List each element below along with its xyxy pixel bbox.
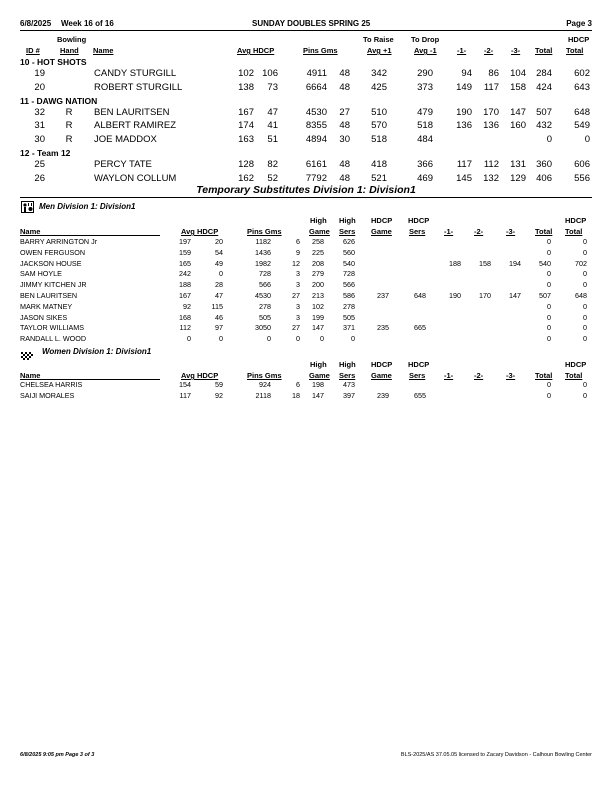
sub-g3: 147 — [509, 291, 521, 300]
bowler-avg: 163 — [238, 134, 254, 146]
sub-avg: 167 — [179, 291, 191, 300]
sub-ht: 648 — [575, 291, 587, 300]
bowler-g3: 147 — [510, 106, 526, 118]
sub-total: 0 — [547, 247, 551, 257]
bowler-id: 32 — [34, 106, 45, 118]
sub-avg: 165 — [179, 258, 191, 268]
sub-avg: 112 — [179, 323, 191, 333]
bowler-g1: 117 — [456, 159, 472, 170]
sub-total: 0 — [547, 237, 551, 246]
bowler-id: 30 — [34, 134, 45, 146]
col-pins-gms: Pins Gms — [303, 46, 338, 55]
bowler-hdcp: 51 — [267, 134, 278, 146]
bowler-total: 507 — [536, 106, 552, 118]
sub-hdcp: 47 — [215, 291, 223, 300]
sub-total: 0 — [547, 380, 551, 389]
w-col-hdcp-total: Total — [565, 371, 583, 380]
sub-gms: 3 — [296, 280, 300, 290]
sub-gms: 0 — [296, 334, 300, 344]
bowler-id: 31 — [34, 120, 45, 132]
bowler-g3: 158 — [510, 81, 526, 93]
bowler-g1: 149 — [456, 81, 472, 93]
bowler-hand: R — [65, 134, 73, 146]
team-label: 11 - DAWG NATION — [20, 95, 98, 106]
sub-total: 507 — [539, 291, 551, 300]
w-col-name: Name — [20, 371, 41, 380]
bowler-g3: 131 — [510, 159, 526, 170]
sub-hg: 198 — [312, 380, 324, 389]
sub-pins: 1182 — [255, 237, 271, 246]
women-division-label: Women Division 1: Division1 — [42, 347, 152, 356]
sub-pins: 4530 — [255, 291, 271, 300]
col-id: ID # — [26, 46, 40, 55]
bowler-pins: 6161 — [305, 159, 327, 170]
sub-hdg: 239 — [377, 390, 389, 400]
w-col-high-game: Game — [309, 371, 330, 380]
sub-name: BEN LAURITSEN — [20, 291, 78, 300]
sub-hg: 279 — [312, 269, 324, 279]
col-avg-hdcp: Avg HDCP — [237, 46, 275, 55]
bowler-name: CANDY STURGILL — [94, 68, 177, 79]
sub-col-high-sers-top: High — [339, 216, 356, 225]
bowler-hdcp: 73 — [267, 81, 278, 93]
bowler-pins: 4530 — [305, 106, 327, 118]
bowler-hand: R — [65, 120, 73, 132]
sub-col-hdcp-game-top: HDCP — [371, 216, 393, 225]
sub-gms: 27 — [292, 291, 300, 300]
bowler-gms: 48 — [339, 120, 350, 132]
w-col-high-game-top: High — [310, 360, 327, 369]
sub-col-hdcp-total: Total — [565, 227, 583, 236]
footer-license: BLS-2025/AS 37.05.05 licensed to Zacary Davidson - Calhoun Bowling Center — [400, 752, 592, 758]
bowler-total: 0 — [546, 134, 552, 146]
col-hdcp: HDCP — [568, 35, 590, 44]
sub-hdcp: 97 — [215, 323, 223, 333]
bowler-g1: 136 — [456, 120, 472, 132]
w-col-game1: -1- — [444, 371, 454, 380]
sub-name: TAYLOR WILLIAMS — [20, 323, 85, 333]
subs-divider — [20, 197, 592, 198]
sub-ht: 0 — [583, 390, 587, 400]
sub-hs: 560 — [343, 247, 355, 257]
sub-col-game3: -3- — [506, 227, 516, 236]
sub-name: MARK MATNEY — [20, 301, 73, 311]
sub-pins: 278 — [259, 301, 271, 311]
sub-ht: 0 — [583, 312, 587, 322]
bowler-avg: 102 — [238, 68, 254, 79]
w-col-pins-gms: Pins Gms — [247, 371, 282, 380]
team-label: 10 - HOT SHOTS — [20, 57, 87, 67]
bowler-gms: 48 — [339, 81, 350, 93]
w-col-hdcp-game-top: HDCP — [371, 360, 393, 369]
bowler-total: 360 — [536, 159, 552, 170]
sub-total: 540 — [539, 258, 551, 268]
bowler-drop: 366 — [417, 159, 433, 170]
sub-hg: 147 — [312, 323, 324, 333]
sub-gms: 9 — [296, 247, 300, 257]
sub-ht: 0 — [583, 380, 587, 389]
bowler-raise: 570 — [371, 120, 387, 132]
sub-name: CHELSEA HARRIS — [20, 380, 83, 389]
col-game1: -1- — [457, 46, 467, 55]
sub-hs: 540 — [343, 258, 355, 268]
bowler-g1: 145 — [456, 172, 472, 184]
team-label: 12 - Team 12 — [20, 148, 71, 158]
bowler-name: PERCY TATE — [94, 159, 152, 170]
sub-pins: 728 — [259, 269, 271, 279]
sub-hs: 473 — [343, 380, 355, 389]
sub-hs: 371 — [343, 323, 355, 333]
bowler-hdcp: 106 — [262, 68, 278, 79]
bowler-g3: 129 — [510, 172, 526, 184]
sub-hg: 213 — [312, 291, 324, 300]
sub-total: 0 — [547, 269, 551, 279]
bowler-hdcp-total: 556 — [574, 172, 590, 184]
sub-total: 0 — [547, 334, 551, 344]
report-date: 6/8/2025 — [20, 19, 52, 28]
bowler-hdcp: 52 — [267, 172, 278, 184]
sub-pins: 3050 — [255, 323, 271, 333]
bowler-id: 25 — [34, 159, 45, 170]
week-label: Week 16 of 16 — [61, 19, 114, 28]
sub-g1: 190 — [449, 291, 461, 300]
sub-col-total: Total — [535, 227, 553, 236]
w-col-avg-hdcp: Avg HDCP — [181, 371, 219, 380]
sub-ht: 0 — [583, 247, 587, 257]
bowler-gms: 48 — [339, 172, 350, 184]
bowler-name: JOE MADDOX — [94, 134, 157, 146]
bowler-hdcp-total: 549 — [574, 120, 590, 132]
sub-name: BARRY ARRINGTON Jr — [20, 237, 98, 246]
sub-col-game2: -2- — [474, 227, 484, 236]
sub-hs: 566 — [343, 280, 355, 290]
sub-hdcp: 20 — [215, 237, 223, 246]
sub-col-pins-gms: Pins Gms — [247, 227, 282, 236]
bowler-id: 26 — [34, 172, 45, 184]
sub-name: SAM HOYLE — [20, 269, 62, 279]
sub-hdcp: 92 — [215, 390, 223, 400]
col-hand: Hand — [60, 46, 79, 55]
sub-hdcp: 0 — [219, 269, 223, 279]
sub-total: 0 — [547, 280, 551, 290]
sub-avg: 197 — [179, 237, 191, 246]
sub-name-rule — [20, 235, 160, 236]
sub-g2: 170 — [479, 291, 491, 300]
sub-pins: 2118 — [255, 390, 271, 400]
sub-hg: 0 — [320, 334, 324, 344]
sub-hs: 626 — [343, 237, 355, 246]
bowler-avg: 167 — [238, 106, 254, 118]
sub-name: SAIJI MORALES — [20, 390, 75, 400]
bowler-avg: 138 — [238, 81, 254, 93]
sub-hdcp: 115 — [211, 301, 223, 311]
col-name: Name — [93, 46, 114, 55]
col-game2: -2- — [484, 46, 494, 55]
bowler-total: 284 — [536, 68, 552, 79]
sub-gms: 27 — [292, 323, 300, 333]
col-to-raise: To Raise — [363, 35, 394, 44]
sub-pins: 1982 — [255, 258, 271, 268]
bowler-avg: 128 — [238, 159, 254, 170]
sub-avg: 0 — [187, 334, 191, 344]
subs-title: Temporary Substitutes Division 1: Division1 — [196, 184, 416, 196]
bowler-g2: 170 — [483, 106, 499, 118]
bowler-avg: 174 — [238, 120, 254, 132]
bowler-g3: 160 — [510, 120, 526, 132]
sub-hds: 648 — [414, 291, 426, 300]
sub-hdcp: 0 — [219, 334, 223, 344]
league-title: SUNDAY DOUBLES SPRING 25 — [252, 19, 371, 28]
sub-hg: 225 — [312, 247, 324, 257]
bowler-drop: 373 — [417, 81, 433, 93]
w-col-high-sers: Sers — [339, 371, 356, 380]
w-col-high-sers-top: High — [339, 360, 356, 369]
sub-hdcp: 49 — [215, 258, 223, 268]
sub-total: 0 — [547, 390, 551, 400]
sub-ht: 702 — [575, 258, 587, 268]
bowler-drop: 484 — [417, 134, 433, 146]
sub-hg: 147 — [312, 390, 324, 400]
sub-total: 0 — [547, 323, 551, 333]
bowler-g2: 132 — [483, 172, 499, 184]
bowler-name: WAYLON COLLUM — [94, 172, 177, 184]
bowler-hdcp-total: 0 — [584, 134, 590, 146]
sub-hdcp: 59 — [215, 380, 223, 389]
sub-hg: 208 — [312, 258, 324, 268]
bowler-raise: 418 — [371, 159, 387, 170]
bowler-g2: 112 — [483, 159, 499, 170]
sub-col-hdcp-sers: Sers — [409, 227, 426, 236]
sub-ht: 0 — [583, 323, 587, 333]
page-number: Page 3 — [566, 19, 592, 28]
sub-gms: 3 — [296, 269, 300, 279]
bowler-total: 406 — [536, 172, 552, 184]
sub-hg: 102 — [312, 301, 324, 311]
sub-ht: 0 — [583, 237, 587, 246]
sub-g3: 194 — [509, 258, 521, 268]
bowler-drop: 518 — [417, 120, 433, 132]
bowler-pins: 7792 — [305, 172, 327, 184]
col-to-drop: To Drop — [411, 35, 440, 44]
bowler-total: 432 — [536, 120, 552, 132]
bowler-id: 20 — [34, 81, 45, 93]
sub-hdg: 235 — [377, 323, 389, 333]
sub-pins: 0 — [267, 334, 271, 344]
bowler-gms: 30 — [339, 134, 350, 146]
bowler-g3: 104 — [510, 68, 526, 79]
bowler-raise: 518 — [371, 134, 387, 146]
col-bowling: Bowling — [57, 35, 87, 44]
bowler-gms: 27 — [339, 106, 350, 118]
w-col-hdcp-total-top: HDCP — [565, 360, 587, 369]
sub-col-high-sers: Sers — [339, 227, 356, 236]
bowler-gms: 48 — [339, 68, 350, 79]
bowler-raise: 342 — [371, 68, 387, 79]
sub-col-hdcp-total-top: HDCP — [565, 216, 587, 225]
bowler-hdcp: 47 — [267, 106, 278, 118]
bowler-hdcp-total: 648 — [574, 106, 590, 118]
w-col-game3: -3- — [506, 371, 516, 380]
sub-ht: 0 — [583, 280, 587, 290]
bowler-hdcp-total: 643 — [574, 81, 590, 93]
sub-hg: 200 — [312, 280, 324, 290]
sub-col-high-game: Game — [309, 227, 330, 236]
sub-gms: 18 — [292, 390, 300, 400]
sub-col-avg-hdcp: Avg HDCP — [181, 227, 219, 236]
bowler-total: 424 — [536, 81, 552, 93]
bowler-drop: 479 — [417, 106, 433, 118]
footer-timestamp: 6/8/2025 9:05 pm Page 3 of 3 — [20, 752, 95, 758]
sub-name: JIMMY KITCHEN JR — [20, 280, 87, 290]
header-divider — [20, 30, 592, 31]
men-bowler-icon — [21, 200, 34, 218]
sub-hs: 278 — [343, 301, 355, 311]
sub-hs: 397 — [343, 390, 355, 400]
sub-col-high-game-top: High — [310, 216, 327, 225]
sub-g2: 158 — [479, 258, 491, 268]
bowler-name: ROBERT STURGILL — [94, 81, 183, 93]
sub-col-hdcp-sers-top: HDCP — [408, 216, 430, 225]
sub-pins: 566 — [259, 280, 271, 290]
bowler-raise: 521 — [371, 172, 387, 184]
sub-avg: 188 — [179, 280, 191, 290]
sub-col-name: Name — [20, 227, 41, 236]
sub-total: 0 — [547, 312, 551, 322]
sub-avg: 168 — [179, 312, 191, 322]
bowler-name: ALBERT RAMIREZ — [94, 120, 177, 132]
sub-g1: 188 — [449, 258, 461, 268]
bowler-hdcp: 82 — [267, 159, 278, 170]
sub-hdcp: 54 — [215, 247, 223, 257]
sub-name: JACKSON HOUSE — [20, 258, 82, 268]
sub-ht: 0 — [583, 334, 587, 344]
bowler-g2: 117 — [483, 81, 499, 93]
sub-ht: 0 — [583, 301, 587, 311]
w-col-game2: -2- — [474, 371, 484, 380]
bowler-avg: 162 — [238, 172, 254, 184]
sub-gms: 6 — [296, 380, 300, 389]
sub-hs: 728 — [343, 269, 355, 279]
bowler-pins: 4911 — [306, 68, 327, 79]
col-game3: -3- — [511, 46, 521, 55]
sub-hg: 258 — [312, 237, 324, 246]
sub-name: JASON SIKES — [20, 312, 68, 322]
bowler-hdcp: 41 — [267, 120, 278, 132]
sub-avg: 154 — [179, 380, 191, 389]
bowler-name: BEN LAURITSEN — [94, 106, 170, 118]
bowler-raise: 425 — [371, 81, 387, 93]
w-col-hdcp-game: Game — [371, 371, 392, 380]
women-bowler-icon — [21, 347, 34, 365]
bowler-g2: 86 — [488, 68, 499, 79]
sub-col-hdcp-game: Game — [371, 227, 392, 236]
sub-avg: 117 — [179, 390, 191, 400]
sub-name: RANDALL L. WOOD — [20, 334, 87, 344]
col-avg-minus1: Avg -1 — [414, 46, 437, 55]
sub-hds: 655 — [414, 390, 426, 400]
sub-gms: 3 — [296, 312, 300, 322]
bowler-drop: 290 — [417, 68, 433, 79]
bowler-pins: 8355 — [305, 120, 327, 132]
bowler-hand: R — [65, 106, 73, 118]
sub-col-game1: -1- — [444, 227, 454, 236]
w-col-total: Total — [535, 371, 553, 380]
bowler-hdcp-total: 602 — [574, 68, 590, 79]
sub-pins: 1436 — [255, 247, 271, 257]
bowler-hdcp-total: 606 — [574, 159, 590, 170]
bowler-g1: 94 — [461, 68, 472, 79]
sub-name: OWEN FERGUSON — [20, 247, 86, 257]
sub-total: 0 — [547, 301, 551, 311]
bowler-g2: 136 — [483, 120, 499, 132]
sub-pins: 924 — [259, 380, 271, 389]
w-col-hdcp-sers: Sers — [409, 371, 426, 380]
col-total: Total — [535, 46, 553, 55]
sub-hs: 586 — [343, 291, 355, 300]
col-avg-plus1: Avg +1 — [367, 46, 392, 55]
bowler-id: 19 — [34, 68, 45, 79]
sub-hs: 0 — [351, 334, 355, 344]
bowler-pins: 4894 — [305, 134, 327, 146]
col-hdcp-total: Total — [566, 46, 584, 55]
sub-hdcp: 28 — [215, 280, 223, 290]
sub-pins: 505 — [259, 312, 271, 322]
bowler-g1: 190 — [456, 106, 472, 118]
sub-hds: 665 — [414, 323, 426, 333]
sub-ht: 0 — [583, 269, 587, 279]
bowler-drop: 469 — [417, 172, 433, 184]
bowler-raise: 510 — [371, 106, 387, 118]
sub-hdg: 237 — [377, 291, 389, 300]
sub-hs: 505 — [343, 312, 355, 322]
sub-hdcp: 46 — [215, 312, 223, 322]
sub-hg: 199 — [312, 312, 324, 322]
w-col-hdcp-sers-top: HDCP — [408, 360, 430, 369]
bowler-gms: 48 — [339, 159, 350, 170]
sub-gms: 12 — [292, 258, 300, 268]
sub-gms: 6 — [296, 237, 300, 246]
sub-avg: 159 — [179, 247, 191, 257]
men-division-label: Men Division 1: Division1 — [39, 202, 136, 211]
bowler-pins: 6664 — [305, 81, 327, 93]
sub-avg: 92 — [183, 301, 191, 311]
sub-avg: 242 — [179, 269, 191, 279]
sub-gms: 3 — [296, 301, 300, 311]
